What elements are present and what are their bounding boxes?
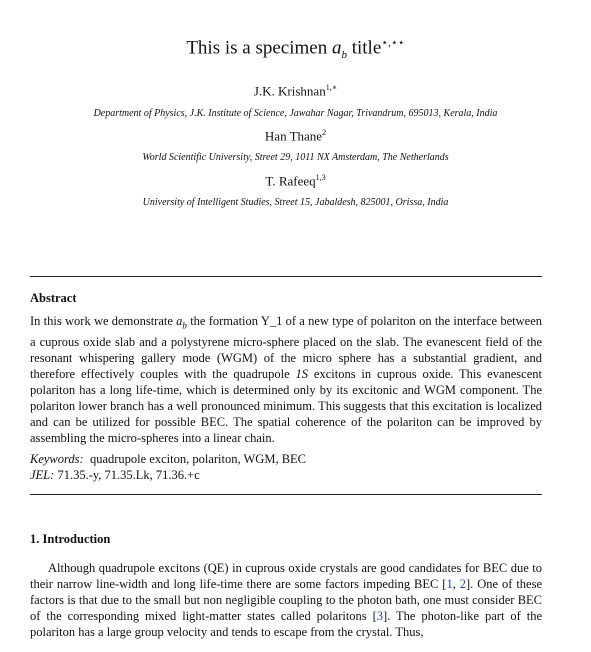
keywords-block (30, 451, 542, 483)
jel-value: 71.35.-y, 71.35.Lk, 71.36.+c (57, 468, 200, 482)
jel-line (30, 467, 542, 483)
title-suffix: title (346, 37, 382, 59)
author-sup: 2 (322, 128, 327, 137)
keywords-value: quadrupole exciton, polariton, WGM, BEC (89, 452, 307, 466)
abstract-variable-subscript: b (182, 320, 187, 331)
author-1 (0, 83, 591, 99)
title-variable-subscript: b (341, 49, 347, 62)
abstract-heading: Abstract (30, 291, 77, 305)
title-variable: a (331, 37, 342, 59)
intro-paragraph (30, 560, 542, 640)
author-sup: 1,∗ (325, 83, 338, 92)
intro-text: , (452, 577, 460, 592)
abstract-variable: a (176, 314, 183, 328)
abstract-bottom-rule (30, 494, 542, 495)
abstract-text: In this work we demonstrate (30, 314, 177, 328)
intro-text: ]. One of these factors is that due to the small but non negligible coupling to the photon bath, one must consider BEC of the corresponding mixed light-matter states called polaritons [ (30, 577, 543, 624)
abstract-top-rule (30, 276, 542, 277)
abstract-text: the formation Y_1 of a new type of polariton on the interface between a cuprous oxide slab and a polystyrene micro-sphere placed on the slab. The evanescent field of the resonant whispering gallery mode (WGM) of the micro sphere has a substantial gradient, and therefore effectively couples with the quadrupole (30, 314, 543, 381)
paper-title (0, 36, 591, 61)
affiliation-1: Department of Physics, J.K. Institute of Science, Jawahar Nagar, Trivandrum, 695013, Kerala, India (93, 108, 498, 119)
intro-text: ]. The photon-like part of the polariton has a large group velocity and tends to escape from the crystal. Thus, (30, 609, 542, 640)
jel-label: JEL: (30, 468, 55, 482)
abstract-body (30, 313, 542, 446)
author-name: Han Thane (264, 128, 323, 144)
abstract-text: excitons in cuprous oxide. This evanescent polariton has a long life-time, which is determined only by its excitonic and WGM component. The polariton lower branch has a well pronounced minimum. This suggests that this excitation is localized and can be utilized for possible BEC. The spatial coherence of the polariton can be improved by assembling the micro-spheres into a linear chain. (30, 366, 542, 446)
author-name: T. Rafeeq (265, 173, 316, 189)
title-text: This is a specimen (186, 37, 332, 59)
title-footnote-marks: ⋆,⋆⋆ (381, 37, 405, 49)
citation-link[interactable]: 2 (459, 577, 467, 592)
citation-link[interactable]: 3 (376, 609, 384, 624)
section-heading: 1. Introduction (30, 532, 111, 546)
abstract-term: 1S (295, 366, 309, 381)
affiliation-3: University of Intelligent Studies, Street 15, Jabaldesh, 825001, Orissa, India (142, 197, 449, 208)
author-3 (0, 173, 591, 189)
author-2 (0, 128, 591, 144)
author-sup: 1,3 (315, 173, 326, 182)
keywords-label: Keywords: (30, 452, 84, 466)
affiliation-2: World Scientific University, Street 29, 1011 NX Amsterdam, The Netherlands (142, 152, 449, 163)
author-name: J.K. Krishnan (253, 83, 326, 99)
citation-link[interactable]: 1 (446, 577, 453, 592)
keywords-line (30, 451, 542, 467)
intro-text: Although quadrupole excitons (QE) in cuprous oxide crystals are good candidates for BEC due to their narrow line-width and long life-time there are some factors impeding BEC [ (30, 561, 542, 592)
